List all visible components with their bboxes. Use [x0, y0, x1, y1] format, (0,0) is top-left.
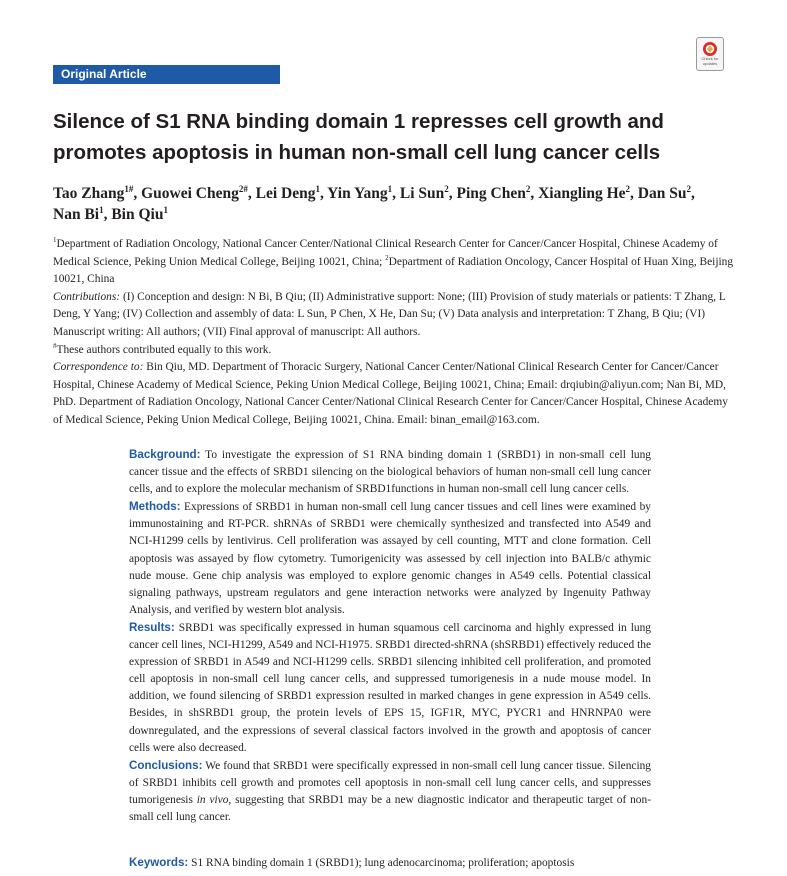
author-name[interactable]: Xiangling He	[538, 185, 626, 202]
affiliations: $^1$Department of Radiation Oncology, National Cancer Center/National Clinical Research Center for Cancer/Cancer Hospital, Chinese Academy of Medical Science, Peking Union Medical College, Beijing 10021, China; $^2$Department of Radiation Oncology, Cancer Hospital of Huan Xing, Beijing 10021, China	[53, 236, 734, 286]
author-affil-mark: 1#	[124, 184, 134, 194]
author-name[interactable]: Ping Chen	[456, 185, 526, 202]
equal-contribution-note: #These authors contributed equally to this work.	[53, 341, 272, 356]
author-affil-mark: 2#	[238, 184, 248, 194]
check-for-updates-badge[interactable]	[696, 37, 724, 71]
badge-text-line1: Check for	[701, 56, 719, 61]
author-name[interactable]: Bin Qiu	[111, 206, 164, 223]
keywords	[129, 854, 651, 872]
conclusions-label: Conclusions:	[129, 758, 203, 772]
author-affil-mark: 1	[315, 184, 320, 194]
author-affil-mark: 2	[625, 184, 631, 194]
author-affil-mark: 1	[99, 205, 104, 215]
article-title: Silence of S1 RNA binding domain 1 represses cell growth and promotes apoptosis in human non-small cell lung cancer cells	[53, 110, 664, 164]
badge-text-line2: updates	[702, 60, 718, 66]
author-affil-mark: 1	[387, 184, 393, 194]
contributions: Contributions: (I) Conception and design: N Bi, B Qiu; (II) Administrative support: None; (III) Provision of study materials or patients: T Zhang, L Deng, Y Yang; (IV) Collection and assembly of data: L Sun, P Chen, X He, Dan Su; (V) Data analysis and interpretation: T Zhang, B Qiu; (VI) Manuscript writing: All authors; (VII) Final approval of manuscript: All authors.	[53, 290, 726, 338]
author-affil-mark: 1	[163, 205, 168, 215]
author-affil-mark: 2	[686, 184, 691, 194]
correspondence: Correspondence to: Bin Qiu, MD. Department of Thoracic Surgery, National Cancer Center/National Clinical Research Center for Cancer/Cancer Hospital, Chinese Academy of Medical Science, Peking Union Medical College, Beijing 10021, China; Email: drqiubin@aliyun.com; Nan Bi, MD, PhD. Department of Radiation Oncology, National Cancer Center/National Clinical Research Center for Cancer/Cancer Hospital, Chinese Academy of Medical Science, Peking Union Medical College, Beijing 10021, China. Email: binan_email@163.com.	[53, 361, 728, 426]
contributions-label: Contributions:	[53, 290, 121, 303]
author-name[interactable]: Yin Yang	[327, 185, 388, 202]
background-label: Background:	[129, 448, 201, 461]
keywords-label: Keywords:	[129, 856, 189, 869]
author-affil-mark: 2	[444, 184, 449, 194]
front-matter-notes	[53, 236, 737, 430]
check-for-updates-icon	[702, 41, 718, 57]
author-list: Tao Zhang$^{1\#}$, Guowei Cheng$^{2\#}$, Lei Deng$^1$, Yin Yang$^1$, Li Sun$^2$, Ping Chen$^2$, Xiangling He$^2$, Dan Su$^2$, Nan Bi$^1$, Bin Qiu$^1$	[53, 184, 695, 223]
article-type-label: Original Article	[61, 67, 147, 81]
results-label: Results:	[129, 620, 175, 634]
correspondence-label: Correspondence to:	[53, 361, 144, 374]
abstract	[129, 446, 651, 826]
article-type-banner	[53, 65, 280, 84]
author-name[interactable]: Nan Bi	[53, 206, 100, 223]
author-name[interactable]: Lei Deng	[255, 185, 316, 202]
author-name[interactable]: Tao Zhang	[53, 185, 125, 202]
keywords-text: S1 RNA binding domain 1 (SRBD1); lung adenocarcinoma; proliferation; apoptosis	[188, 857, 575, 869]
methods-label: Methods:	[129, 500, 181, 514]
author-name[interactable]: Guowei Cheng	[141, 185, 239, 202]
abstract-results: Results: SRBD1 was specifically expressed in human squamous cell carcinoma and highly expressed in lung cancer cell lines, NCI-H1299, A549 and NCI-H1975. SRBD1 directed-shRNA (shSRBD1) effectively reduced the expression of SRBD1 in A549 and NCI-H1299 cells. SRBD1 silencing inhibited cell proliferation, and promoted cell apoptosis in non-small cell lung cancer cells, and suppressed tumorigenesis in a nude mouse model. In addition, we found silencing of SRBD1 expression resulted in marked changes in gene expression in A549 cells. Besides, in shSRBD1 group, the protein levels of EPS 15, IGF1R, MYC, PYCR1 and HNRNPA0 were downregulated, and the expressions of several classical factors involved in the growth and apoptosis of cancer cells were also decreased.	[129, 620, 651, 754]
abstract-methods: Methods: Expressions of SRBD1 in human non-small cell lung cancer tissues and cell lines were examined by immunostaining and RT-PCR. shRNAs of SRBD1 were chemically synthesized and transfected into A549 and NCI-H1299 cells by lentivirus. Cell proliferation was assayed by cell counting, MTT and clone formation. Cell apoptosis was assayed by flow cytometry. Tumorigenicity was assessed by cell injection into BALB/c athymic nude mouse. Gene chip analysis was employed to explore genomic changes in A549 cells. Potential classical signaling pathways, upstream regulators and gene interaction networks were analyzed by Ingenuity Pathway Analysis, and verified by western blot analysis.	[129, 500, 651, 616]
author-affil-mark: 2	[525, 184, 531, 194]
author-name[interactable]: Dan Su	[637, 185, 687, 202]
author-name[interactable]: Li Sun	[399, 185, 445, 202]
abstract-background: Background: To investigate the expression of S1 RNA binding domain 1 (SRBD1) in non-small cell lung cancer tissue and the effects of SRBD1 silencing on the biological behaviors of human non-small cell lung cancer cells, and to explore the molecular mechanism of SRBD1functions in human non-small cell lung cancer cells.	[129, 448, 651, 496]
abstract-conclusions: Conclusions: We found that SRBD1 were specifically expressed in non-small cell lung cancer tissue. Silencing of SRBD1 inhibits cell growth and promotes cell apoptosis in non-small cell lung cancer cells, and suppresses tumorigenesis in vivo, suggesting that SRBD1 may be a new diagnostic indicator and therapeutic target of non-small cell lung cancer.	[129, 758, 651, 823]
